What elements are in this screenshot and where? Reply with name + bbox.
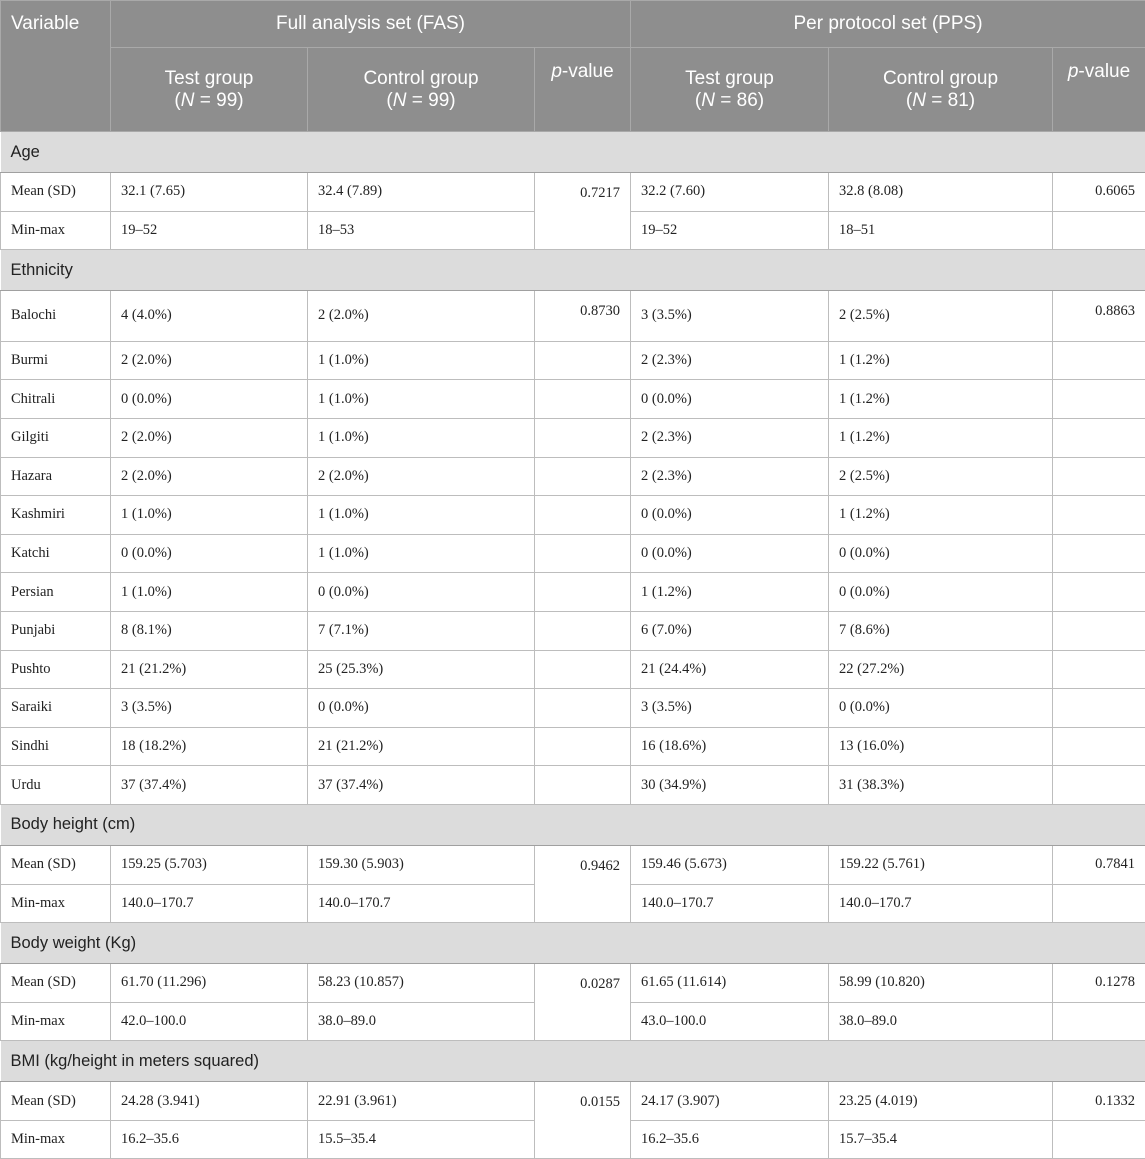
section-title: Body height (cm) bbox=[1, 804, 1145, 845]
cell-pps-test: 16.2–35.6 bbox=[631, 1120, 829, 1159]
cell-fas-test: 21 (21.2%) bbox=[111, 650, 308, 689]
row-label: Punjabi bbox=[1, 611, 111, 650]
cell-fas-control: 1 (1.0%) bbox=[308, 418, 535, 457]
table-row bbox=[1, 964, 1145, 1003]
cell-fas-control: 140.0–170.7 bbox=[308, 884, 535, 923]
cell-fas-test: 19–52 bbox=[111, 211, 308, 250]
section-row-bmi bbox=[1, 1041, 1145, 1082]
row-label: Min-max bbox=[1, 1120, 111, 1159]
group-label: Control group bbox=[883, 68, 998, 89]
row-label: Gilgiti bbox=[1, 418, 111, 457]
cell-pps-control: 2 (2.5%) bbox=[829, 457, 1053, 496]
row-label: Urdu bbox=[1, 766, 111, 805]
ethnicity-rows bbox=[1, 291, 1145, 805]
cell-fas-p bbox=[535, 457, 631, 496]
paren: ( bbox=[695, 90, 701, 111]
cell-pps-control: 23.25 (4.019) bbox=[829, 1082, 1053, 1121]
cell-fas-test: 37 (37.4%) bbox=[111, 766, 308, 805]
cell-pps-test: 24.17 (3.907) bbox=[631, 1082, 829, 1121]
cell-fas-test: 140.0–170.7 bbox=[111, 884, 308, 923]
row-label: Pushto bbox=[1, 650, 111, 689]
cell-pps-control: 31 (38.3%) bbox=[829, 766, 1053, 805]
cell-pps-control: 18–51 bbox=[829, 211, 1053, 250]
pps-test-group-header bbox=[631, 48, 829, 132]
section-title: Body weight (Kg) bbox=[1, 923, 1145, 964]
group-label: Control group bbox=[363, 68, 478, 89]
cell-pps-control: 7 (8.6%) bbox=[829, 611, 1053, 650]
cell-fas-p bbox=[535, 611, 631, 650]
cell-pps-test: 1 (1.2%) bbox=[631, 573, 829, 612]
cell-fas-p bbox=[535, 418, 631, 457]
cell-pps-p: 0.1332 bbox=[1053, 1082, 1145, 1121]
cell-fas-p: 0.8730 bbox=[535, 291, 631, 342]
row-label: Saraiki bbox=[1, 689, 111, 728]
cell-pps-p bbox=[1053, 496, 1145, 535]
table-row bbox=[1, 766, 1145, 805]
table-row bbox=[1, 650, 1145, 689]
group-n: = 99) bbox=[194, 90, 243, 111]
cell-pps-test: 32.2 (7.60) bbox=[631, 173, 829, 212]
cell-fas-test: 0 (0.0%) bbox=[111, 380, 308, 419]
table-row bbox=[1, 727, 1145, 766]
group-label: Test group bbox=[165, 68, 254, 89]
cell-fas-p: 0.0287 bbox=[535, 964, 631, 1041]
cell-pps-test: 159.46 (5.673) bbox=[631, 845, 829, 884]
cell-pps-test: 2 (2.3%) bbox=[631, 457, 829, 496]
cell-pps-control: 1 (1.2%) bbox=[829, 341, 1053, 380]
group-label: Test group bbox=[685, 68, 774, 89]
cell-fas-control: 0 (0.0%) bbox=[308, 573, 535, 612]
cell-pps-p bbox=[1053, 341, 1145, 380]
group-n: = 99) bbox=[406, 90, 455, 111]
cell-pps-test: 16 (18.6%) bbox=[631, 727, 829, 766]
row-label: Mean (SD) bbox=[1, 845, 111, 884]
table-row bbox=[1, 611, 1145, 650]
cell-pps-control: 58.99 (10.820) bbox=[829, 964, 1053, 1003]
cell-pps-p bbox=[1053, 380, 1145, 419]
table-row bbox=[1, 457, 1145, 496]
cell-pps-p bbox=[1053, 884, 1145, 923]
cell-fas-test: 16.2–35.6 bbox=[111, 1120, 308, 1159]
pps-control-group-header bbox=[829, 48, 1053, 132]
n-symbol: N bbox=[912, 90, 926, 111]
cell-pps-p bbox=[1053, 1002, 1145, 1041]
cell-fas-control: 1 (1.0%) bbox=[308, 341, 535, 380]
cell-pps-p bbox=[1053, 689, 1145, 728]
group-n: = 81) bbox=[926, 90, 975, 111]
cell-fas-control: 22.91 (3.961) bbox=[308, 1082, 535, 1121]
cell-fas-control: 32.4 (7.89) bbox=[308, 173, 535, 212]
row-label: Min-max bbox=[1, 1002, 111, 1041]
cell-fas-test: 8 (8.1%) bbox=[111, 611, 308, 650]
table-row bbox=[1, 845, 1145, 884]
cell-fas-test: 2 (2.0%) bbox=[111, 418, 308, 457]
section-title: Age bbox=[1, 132, 1145, 173]
table-row bbox=[1, 496, 1145, 535]
cell-pps-control: 32.8 (8.08) bbox=[829, 173, 1053, 212]
cell-pps-control: 2 (2.5%) bbox=[829, 291, 1053, 342]
paren: ( bbox=[174, 90, 180, 111]
cell-fas-control: 159.30 (5.903) bbox=[308, 845, 535, 884]
variable-header: Variable bbox=[1, 1, 111, 132]
cell-fas-test: 18 (18.2%) bbox=[111, 727, 308, 766]
cell-fas-control: 0 (0.0%) bbox=[308, 689, 535, 728]
row-label: Min-max bbox=[1, 884, 111, 923]
row-label: Hazara bbox=[1, 457, 111, 496]
cell-fas-test: 61.70 (11.296) bbox=[111, 964, 308, 1003]
cell-pps-test: 30 (34.9%) bbox=[631, 766, 829, 805]
cell-pps-test: 6 (7.0%) bbox=[631, 611, 829, 650]
cell-fas-p bbox=[535, 341, 631, 380]
cell-fas-control: 1 (1.0%) bbox=[308, 496, 535, 535]
row-label: Persian bbox=[1, 573, 111, 612]
cell-pps-p: 0.1278 bbox=[1053, 964, 1145, 1003]
cell-fas-test: 2 (2.0%) bbox=[111, 457, 308, 496]
row-label: Chitrali bbox=[1, 380, 111, 419]
cell-fas-control: 25 (25.3%) bbox=[308, 650, 535, 689]
cell-fas-test: 4 (4.0%) bbox=[111, 291, 308, 342]
section-row-weight bbox=[1, 923, 1145, 964]
cell-pps-control: 0 (0.0%) bbox=[829, 534, 1053, 573]
cell-fas-test: 32.1 (7.65) bbox=[111, 173, 308, 212]
cell-fas-test: 159.25 (5.703) bbox=[111, 845, 308, 884]
section-row-age bbox=[1, 132, 1145, 173]
cell-fas-control: 37 (37.4%) bbox=[308, 766, 535, 805]
cell-pps-control: 0 (0.0%) bbox=[829, 689, 1053, 728]
cell-pps-control: 159.22 (5.761) bbox=[829, 845, 1053, 884]
row-label: Burmi bbox=[1, 341, 111, 380]
table-row bbox=[1, 380, 1145, 419]
fas-p-value-header bbox=[535, 48, 631, 132]
section-row-ethnicity bbox=[1, 250, 1145, 291]
cell-pps-p bbox=[1053, 1120, 1145, 1159]
row-label: Katchi bbox=[1, 534, 111, 573]
cell-fas-control: 2 (2.0%) bbox=[308, 457, 535, 496]
cell-pps-p bbox=[1053, 573, 1145, 612]
cell-pps-control: 22 (27.2%) bbox=[829, 650, 1053, 689]
cell-fas-control: 18–53 bbox=[308, 211, 535, 250]
cell-pps-test: 3 (3.5%) bbox=[631, 689, 829, 728]
paren: ( bbox=[906, 90, 912, 111]
cell-fas-control: 15.5–35.4 bbox=[308, 1120, 535, 1159]
row-label: Mean (SD) bbox=[1, 173, 111, 212]
cell-pps-p: 0.6065 bbox=[1053, 173, 1145, 212]
table-row bbox=[1, 418, 1145, 457]
cell-fas-test: 3 (3.5%) bbox=[111, 689, 308, 728]
cell-fas-p: 0.9462 bbox=[535, 845, 631, 922]
cell-pps-control: 38.0–89.0 bbox=[829, 1002, 1053, 1041]
cell-fas-control: 21 (21.2%) bbox=[308, 727, 535, 766]
pps-p-value-header bbox=[1053, 48, 1145, 132]
table-body bbox=[1, 132, 1145, 291]
cell-pps-test: 3 (3.5%) bbox=[631, 291, 829, 342]
cell-pps-p bbox=[1053, 211, 1145, 250]
table-body-measurements bbox=[1, 804, 1145, 1159]
p-suffix: -value bbox=[1078, 61, 1130, 82]
cell-pps-p bbox=[1053, 534, 1145, 573]
cell-fas-test: 1 (1.0%) bbox=[111, 573, 308, 612]
row-label: Mean (SD) bbox=[1, 1082, 111, 1121]
cell-fas-p bbox=[535, 727, 631, 766]
cell-pps-test: 2 (2.3%) bbox=[631, 341, 829, 380]
cell-pps-test: 0 (0.0%) bbox=[631, 380, 829, 419]
cell-pps-p: 0.8863 bbox=[1053, 291, 1145, 342]
cell-pps-p bbox=[1053, 650, 1145, 689]
cell-fas-p: 0.0155 bbox=[535, 1082, 631, 1159]
cell-fas-p bbox=[535, 650, 631, 689]
table-row bbox=[1, 573, 1145, 612]
cell-fas-test: 2 (2.0%) bbox=[111, 341, 308, 380]
table-row bbox=[1, 291, 1145, 342]
cell-fas-test: 24.28 (3.941) bbox=[111, 1082, 308, 1121]
cell-pps-control: 1 (1.2%) bbox=[829, 380, 1053, 419]
table-row bbox=[1, 689, 1145, 728]
cell-pps-p bbox=[1053, 611, 1145, 650]
n-symbol: N bbox=[181, 90, 195, 111]
table-row bbox=[1, 534, 1145, 573]
pps-header: Per protocol set (PPS) bbox=[631, 1, 1145, 48]
row-label: Balochi bbox=[1, 291, 111, 342]
cell-fas-control: 38.0–89.0 bbox=[308, 1002, 535, 1041]
cell-fas-p bbox=[535, 534, 631, 573]
cell-fas-control: 7 (7.1%) bbox=[308, 611, 535, 650]
row-label: Min-max bbox=[1, 211, 111, 250]
paren: ( bbox=[386, 90, 392, 111]
section-title: Ethnicity bbox=[1, 250, 1145, 291]
n-symbol: N bbox=[393, 90, 407, 111]
cell-pps-test: 2 (2.3%) bbox=[631, 418, 829, 457]
cell-fas-control: 58.23 (10.857) bbox=[308, 964, 535, 1003]
row-label: Sindhi bbox=[1, 727, 111, 766]
row-label: Mean (SD) bbox=[1, 964, 111, 1003]
table-header bbox=[1, 1, 1145, 132]
group-n: = 86) bbox=[715, 90, 764, 111]
fas-control-group-header bbox=[308, 48, 535, 132]
cell-pps-p bbox=[1053, 766, 1145, 805]
table-row bbox=[1, 341, 1145, 380]
cell-pps-test: 140.0–170.7 bbox=[631, 884, 829, 923]
cell-pps-control: 13 (16.0%) bbox=[829, 727, 1053, 766]
p-symbol: p bbox=[1068, 61, 1079, 82]
p-suffix: -value bbox=[562, 61, 614, 82]
cell-fas-p: 0.7217 bbox=[535, 173, 631, 250]
cell-pps-control: 1 (1.2%) bbox=[829, 418, 1053, 457]
cell-pps-p bbox=[1053, 418, 1145, 457]
table-row bbox=[1, 173, 1145, 212]
section-title: BMI (kg/height in meters squared) bbox=[1, 1041, 1145, 1082]
cell-pps-test: 0 (0.0%) bbox=[631, 496, 829, 535]
n-symbol: N bbox=[701, 90, 715, 111]
cell-fas-test: 1 (1.0%) bbox=[111, 496, 308, 535]
cell-fas-test: 0 (0.0%) bbox=[111, 534, 308, 573]
cell-pps-test: 61.65 (11.614) bbox=[631, 964, 829, 1003]
cell-pps-control: 15.7–35.4 bbox=[829, 1120, 1053, 1159]
cell-pps-test: 19–52 bbox=[631, 211, 829, 250]
cell-fas-p bbox=[535, 689, 631, 728]
cell-fas-test: 42.0–100.0 bbox=[111, 1002, 308, 1041]
cell-fas-control: 2 (2.0%) bbox=[308, 291, 535, 342]
cell-pps-test: 43.0–100.0 bbox=[631, 1002, 829, 1041]
cell-pps-control: 1 (1.2%) bbox=[829, 496, 1053, 535]
cell-fas-control: 1 (1.0%) bbox=[308, 534, 535, 573]
cell-pps-test: 21 (24.4%) bbox=[631, 650, 829, 689]
cell-pps-test: 0 (0.0%) bbox=[631, 534, 829, 573]
fas-test-group-header bbox=[111, 48, 308, 132]
table-row bbox=[1, 1082, 1145, 1121]
cell-fas-p bbox=[535, 380, 631, 419]
cell-pps-p: 0.7841 bbox=[1053, 845, 1145, 884]
cell-pps-p bbox=[1053, 727, 1145, 766]
p-symbol: p bbox=[551, 61, 562, 82]
cell-fas-control: 1 (1.0%) bbox=[308, 380, 535, 419]
cell-fas-p bbox=[535, 573, 631, 612]
cell-pps-control: 140.0–170.7 bbox=[829, 884, 1053, 923]
cell-fas-p bbox=[535, 766, 631, 805]
cell-pps-p bbox=[1053, 457, 1145, 496]
row-label: Kashmiri bbox=[1, 496, 111, 535]
cell-fas-p bbox=[535, 496, 631, 535]
section-row-height bbox=[1, 804, 1145, 845]
fas-header: Full analysis set (FAS) bbox=[111, 1, 631, 48]
cell-pps-control: 0 (0.0%) bbox=[829, 573, 1053, 612]
